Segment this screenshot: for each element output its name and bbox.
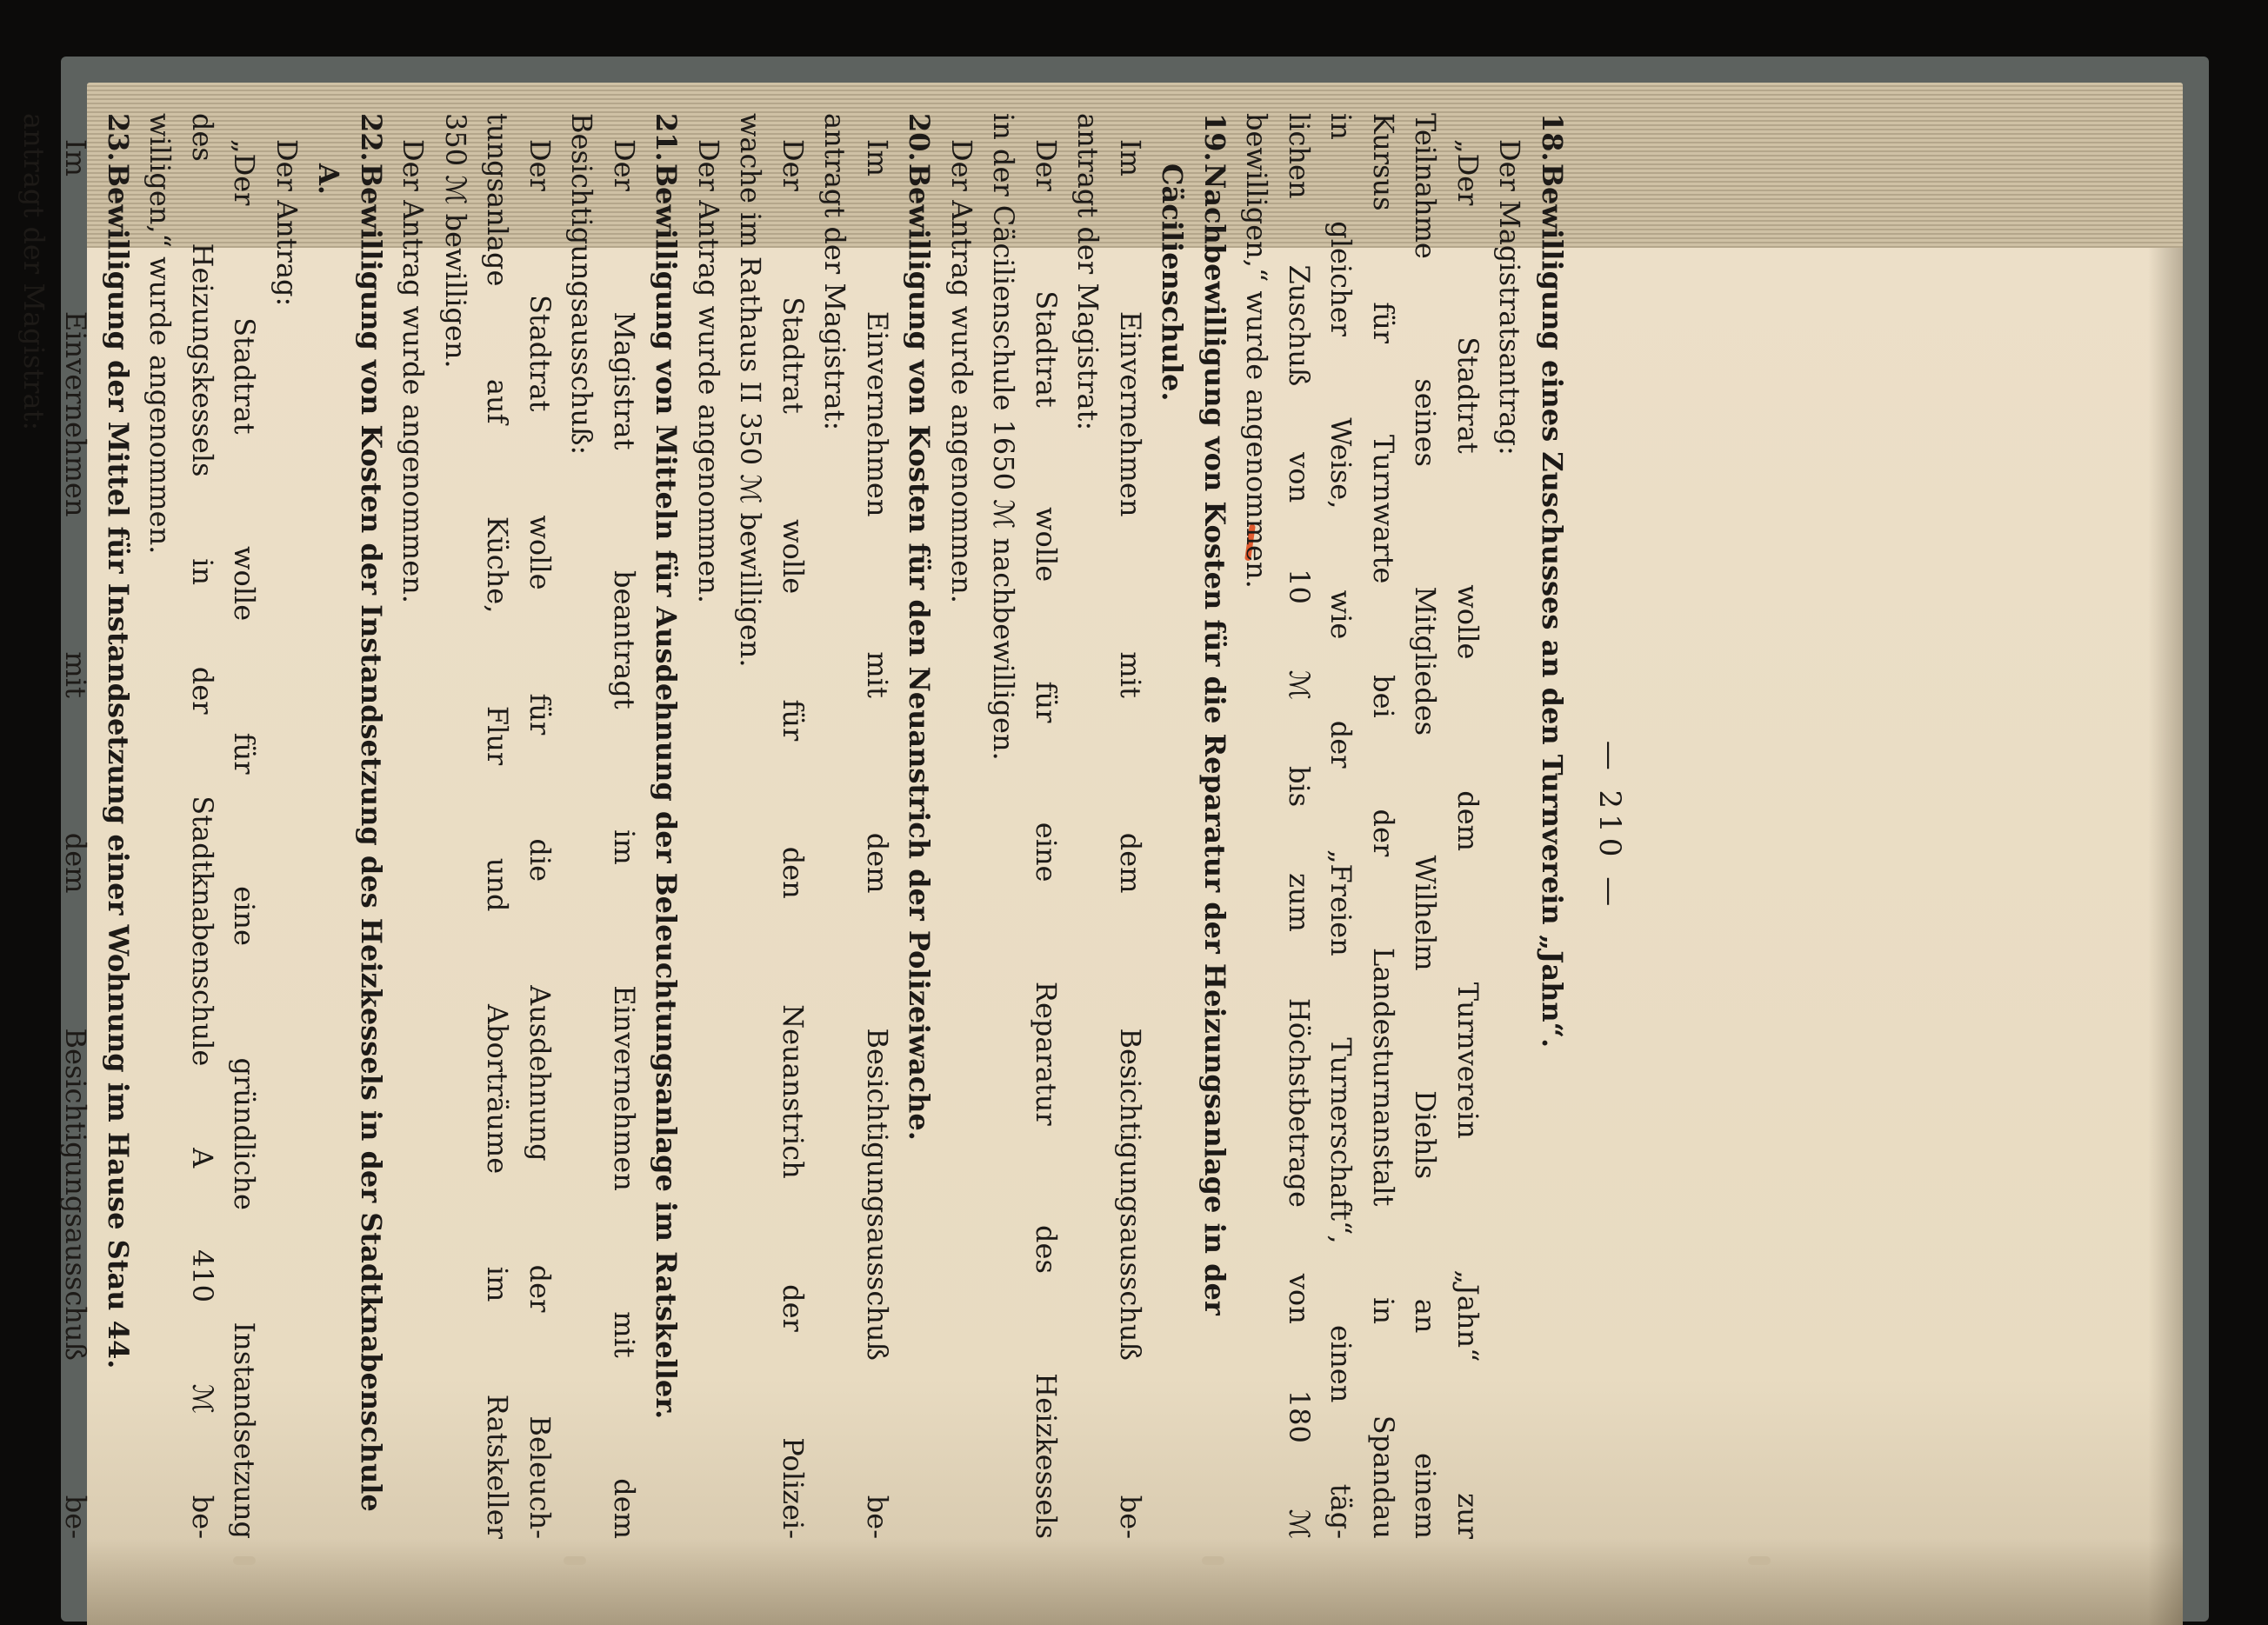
agenda-item bbox=[1236, 113, 1573, 1539]
text-line: „Der Stadtrat wolle für eine gründliche Instandsetzung bbox=[228, 139, 262, 1539]
text-line: Der Stadtrat wolle für die Ausdehnung der Beleuch- bbox=[524, 139, 557, 1539]
item-title-text: Nachbewilligung von Kosten für die Reparatur der Heizungsanlage in der Cäcilienschule. bbox=[1156, 163, 1231, 1315]
agenda-items bbox=[13, 113, 1574, 1539]
agenda-item bbox=[941, 113, 1237, 1539]
text-line: antragt der Magistrat: bbox=[1071, 113, 1105, 431]
text-line: willigen,“ wurde angenommen. bbox=[143, 113, 177, 555]
item-number: 23. bbox=[102, 113, 135, 162]
text-line: Im Einvernehmen mit dem Besichtigungsausschuß be- bbox=[861, 139, 894, 1539]
text-line: in gleicher Weise, wie der „Freien Turnerschaft“, einen täg- bbox=[1324, 113, 1358, 1539]
text-line: bewilligen,“ wurde angenommen. bbox=[1240, 113, 1274, 589]
item-number: 22. bbox=[355, 113, 388, 162]
item-number: 19. bbox=[1198, 113, 1231, 162]
agenda-item bbox=[392, 113, 688, 1539]
text-line: Der Magistrat beantragt im Einvernehmen mit dem bbox=[608, 139, 641, 1539]
binding-stitch bbox=[564, 1556, 586, 1565]
binding-stitch bbox=[1202, 1556, 1224, 1565]
text-line: „Der Stadtrat wolle dem Turnverein „Jahn“ zur bbox=[1451, 139, 1484, 1539]
item-title-text: Bewilligung eines Zuschusses an den Turnverein „Jahn“. bbox=[1536, 163, 1569, 1049]
item-title-text: Bewilligung von Mitteln für Ausdehnung der Beleuchtungsanlage im Ratskeller. bbox=[650, 163, 684, 1420]
agenda-item bbox=[13, 113, 140, 1539]
item-number: 20. bbox=[903, 113, 937, 162]
text-line: 350 ℳ bewilligen. bbox=[439, 113, 472, 369]
item-number: 18. bbox=[1536, 113, 1569, 162]
text-line: Der Stadtrat wolle für eine Reparatur des Heizkessels bbox=[1030, 139, 1063, 1539]
item-title-text: Bewilligung von Kosten für den Neuanstrich der Polizeiwache. bbox=[903, 163, 937, 1141]
text-line: Besichtigungsausschuß: bbox=[565, 113, 599, 456]
item-number: 21. bbox=[650, 113, 684, 162]
text-line: in der Cäcilienschule 1650 ℳ nachbewilligen. bbox=[987, 113, 1021, 761]
item-title bbox=[308, 113, 392, 1539]
text-line: Teilnahme seines Mitgliedes Wilhelm Diehls an einem bbox=[1409, 113, 1443, 1539]
text-line: antragt der Magistrat: bbox=[17, 113, 50, 431]
item-title bbox=[645, 113, 688, 1539]
agenda-item bbox=[139, 113, 392, 1539]
text-line: Der Stadtrat wolle für den Neuanstrich der Polizei- bbox=[777, 139, 810, 1539]
text-line: Kursus für Turnwarte bei der Landesturnanstalt in Spandau bbox=[1367, 113, 1400, 1539]
text-line: antragt der Magistrat: bbox=[818, 113, 852, 431]
text-line: lichen Zuschuß von 10 ℳ bis zum Höchstbetrage von 180 ℳ bbox=[1283, 113, 1316, 1539]
text-line: Der Antrag: bbox=[270, 139, 304, 307]
item-title bbox=[898, 113, 941, 1539]
page-number: — 210 — bbox=[1592, 740, 1627, 912]
item-title bbox=[1531, 113, 1574, 1539]
text-line: wache im Rathaus II 350 ℳ bewilligen. bbox=[734, 113, 768, 668]
text-line: Der Antrag wurde angenommen. bbox=[692, 139, 725, 603]
page-shadow bbox=[2148, 248, 2183, 1625]
text-line: Der Magistratsantrag: bbox=[1493, 139, 1527, 456]
item-title bbox=[1151, 113, 1236, 1539]
book-gutter bbox=[87, 1539, 2183, 1625]
text-line: Der Antrag wurde angenommen. bbox=[945, 139, 978, 603]
text-line: Der Antrag wurde angenommen. bbox=[397, 139, 430, 603]
text-line: Im Einvernehmen mit dem Besichtigungsausschuß be- bbox=[59, 139, 93, 1539]
item-title-text: Bewilligung der Mittel für Instandsetzung einer Wohnung im Hause Stau 44. bbox=[102, 163, 135, 1369]
page-text bbox=[17, 113, 1631, 1539]
text-line: des Heizungskessels in der Stadtknabenschule A 410 ℳ be- bbox=[186, 113, 219, 1539]
item-title bbox=[97, 113, 140, 1539]
binding-stitch bbox=[233, 1556, 256, 1565]
agenda-item bbox=[688, 113, 941, 1539]
text-line: tungsanlage auf Küche, Flur und Aborträume im Ratskeller bbox=[481, 113, 515, 1539]
binding-stitch bbox=[1748, 1556, 1771, 1565]
item-title-text: Bewilligung von Kosten der Instandsetzung des Heizkessels in der Stadtknabenschule A. bbox=[312, 163, 388, 1512]
text-line: Im Einvernehmen mit dem Besichtigungsausschuß be- bbox=[1114, 139, 1147, 1539]
